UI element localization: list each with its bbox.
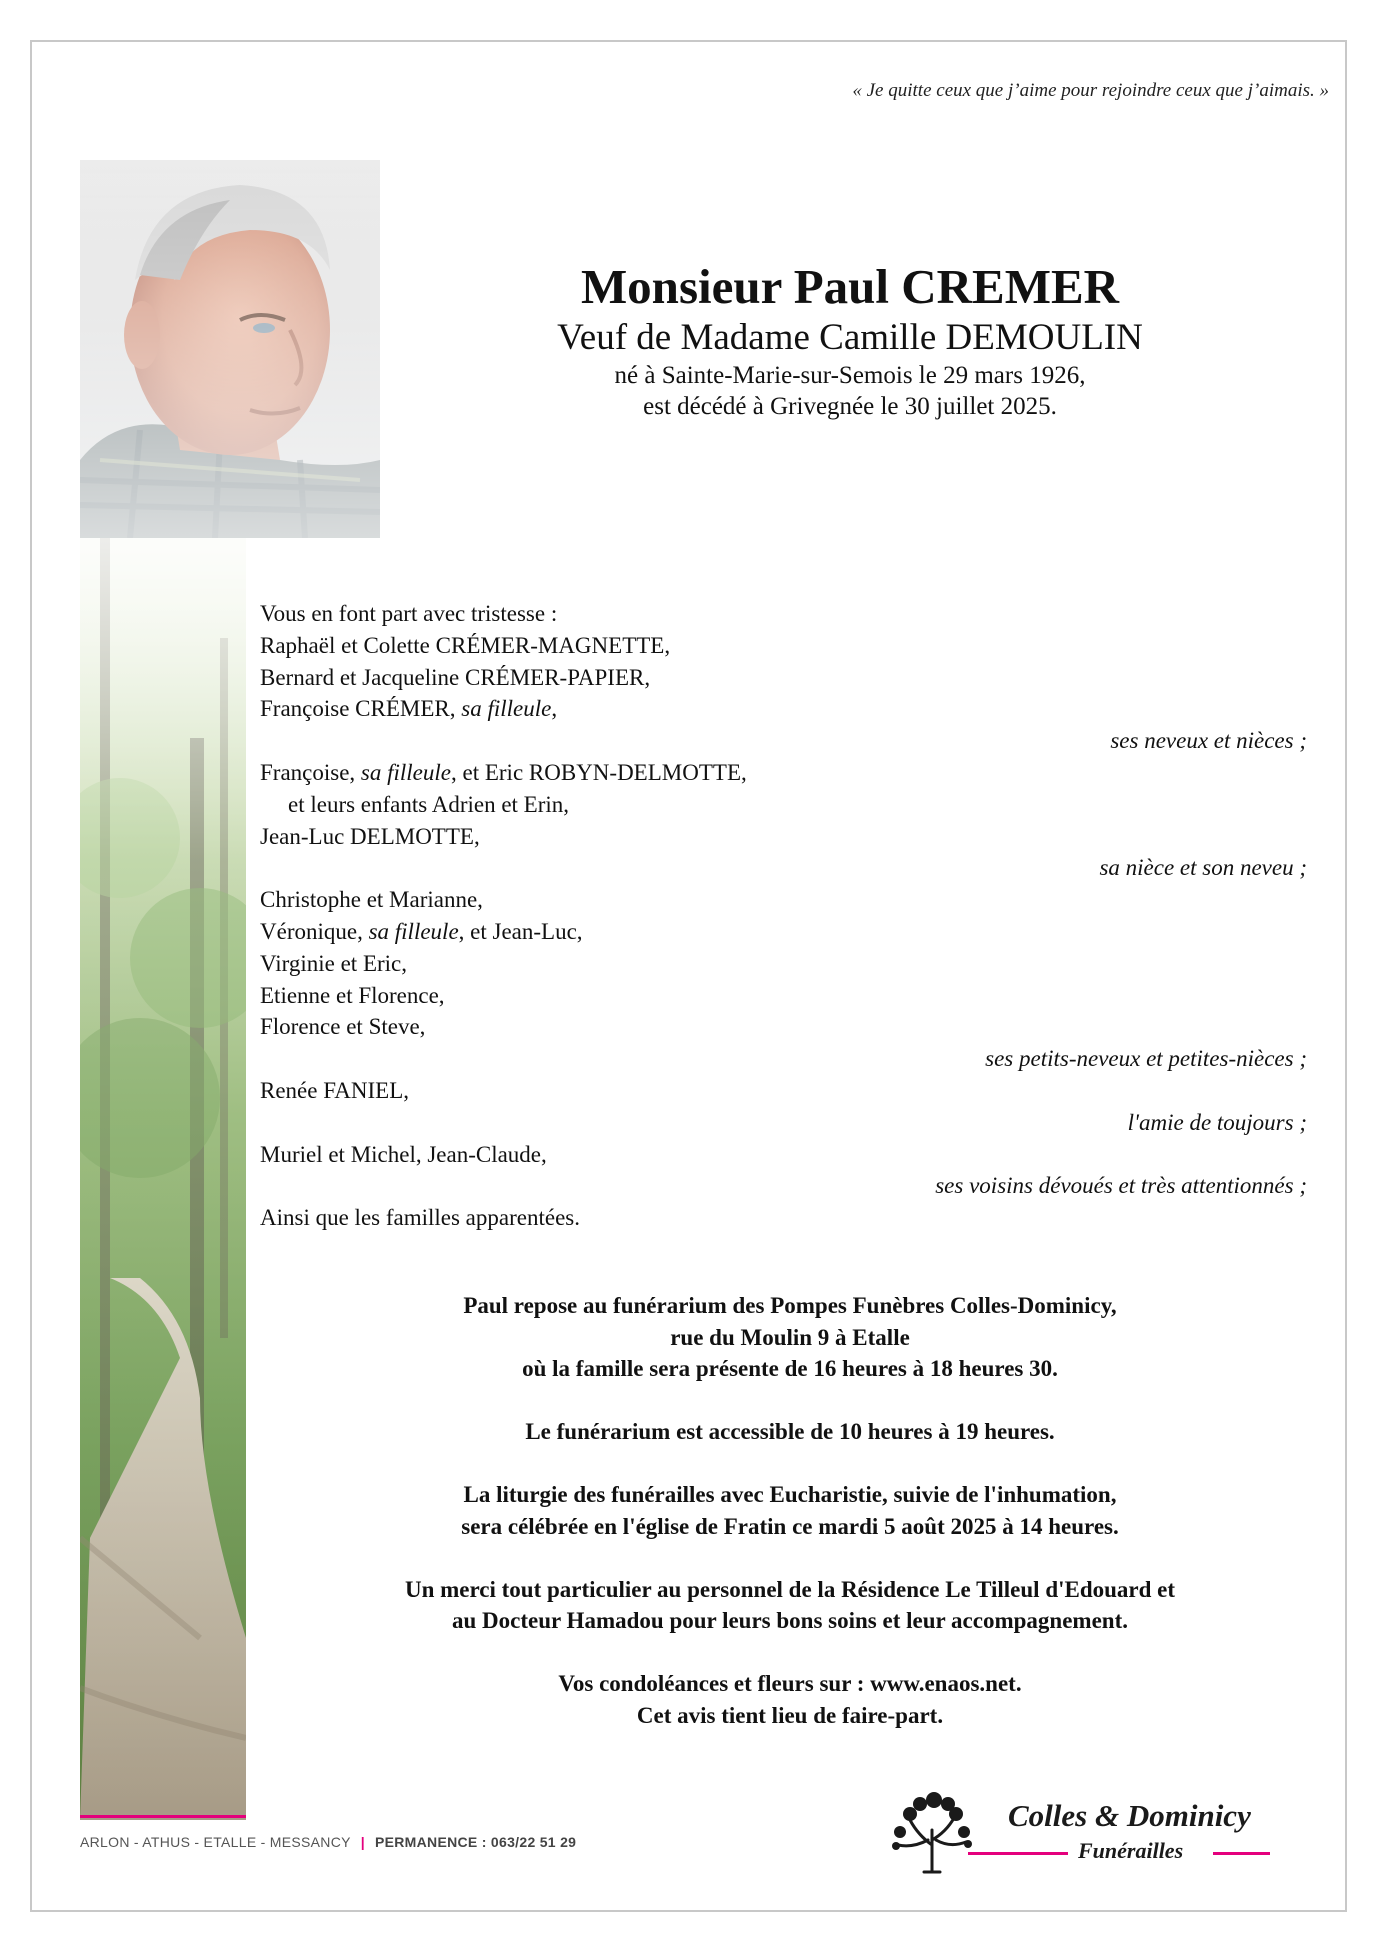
family-closing: Ainsi que les familles apparentées.	[260, 1205, 580, 1231]
tree-icon	[888, 1790, 976, 1876]
deceased-name: Monsieur Paul CREMER	[580, 259, 1120, 314]
family-line: Raphaël et Colette CRÉMER-MAGNETTE,	[260, 632, 671, 658]
logo-name: Colles & Dominicy	[1008, 1798, 1251, 1833]
info-paragraph-liturgy: La liturgie des funérailles avec Eucharistie, suivie de l'inhumation, sera célébrée en l'église de Fratin ce mardi 5 août 2025 à 14 heures.	[461, 1482, 1119, 1539]
family-role: ses petits-neveux et petites-nièces ;	[985, 1046, 1307, 1072]
family-intro: Vous en font part avec tristesse :	[260, 601, 558, 626]
company-logo	[888, 1790, 1288, 1880]
portrait-photo	[80, 160, 380, 538]
birth-line: né à Sainte-Marie-sur-Semois le 29 mars 1926,	[614, 362, 1086, 389]
funeral-info	[290, 1290, 1290, 1763]
family-line: Christophe et Marianne,	[260, 887, 483, 913]
family-line: Françoise CRÉMER, sa filleule,	[260, 696, 558, 722]
family-line: Jean-Luc DELMOTTE,	[260, 823, 480, 849]
info-paragraph-thanks: Un merci tout particulier au personnel de la Résidence Le Tilleul d'Edouard et au Docteur Hamadou pour leurs bons soins et leur accompagnement.	[404, 1576, 1176, 1633]
family-line: Virginie et Eric,	[260, 950, 408, 976]
family-line: Muriel et Michel, Jean-Claude,	[260, 1141, 547, 1167]
accent-line	[80, 1815, 246, 1818]
family-line: Renée FANIEL,	[260, 1077, 410, 1103]
widow-line: Veuf de Madame Camille DEMOULIN	[557, 317, 1143, 358]
footer-locations: ARLON - ATHUS - ETALLE - MESSANCY	[80, 1834, 351, 1850]
family-role: sa nièce et son neveu ;	[1099, 855, 1307, 881]
logo-accent-line-right	[1213, 1852, 1270, 1855]
family-line: Véronique, sa filleule, et Jean-Luc,	[260, 918, 583, 944]
epigraph-quote: « Je quitte ceux que j’aime pour rejoindre ceux que j’aimais. »	[852, 80, 1329, 101]
footer-permanence: PERMANENCE : 063/22 51 29	[375, 1834, 577, 1850]
footer-contact	[80, 1834, 576, 1850]
info-paragraph-condolences: Vos condoléances et fleurs sur : www.enaos.net. Cet avis tient lieu de faire-part.	[558, 1671, 1022, 1728]
info-paragraph-repose: Paul repose au funérarium des Pompes Funèbres Colles-Dominicy, rue du Moulin 9 à Etalle où la famille sera présente de 16 heures à 18 heures 30.	[463, 1293, 1117, 1381]
family-line: Florence et Steve,	[260, 1014, 426, 1040]
deceased-header	[480, 258, 1220, 422]
family-role: ses voisins dévoués et très attentionnés ;	[935, 1173, 1307, 1199]
info-paragraph-hours: Le funérarium est accessible de 10 heures à 19 heures.	[525, 1419, 1055, 1444]
family-role: ses neveux et nièces ;	[1110, 728, 1307, 754]
forest-path-image	[80, 538, 246, 1820]
family-list	[260, 598, 1315, 1234]
family-line: Françoise, sa filleule, et Eric ROBYN-DELMOTTE,	[260, 759, 747, 785]
logo-subtitle: Funérailles	[1078, 1838, 1184, 1863]
footer-separator: |	[360, 1834, 365, 1850]
family-role: l'amie de toujours ;	[1127, 1109, 1307, 1135]
logo-accent-line-left	[968, 1852, 1068, 1855]
family-line: Bernard et Jacqueline CRÉMER-PAPIER,	[260, 664, 651, 690]
family-line: Etienne et Florence,	[260, 982, 445, 1008]
death-line: est décédé à Grivegnée le 30 juillet 2025.	[643, 393, 1057, 420]
family-line: et leurs enfants Adrien et Erin,	[288, 791, 570, 817]
